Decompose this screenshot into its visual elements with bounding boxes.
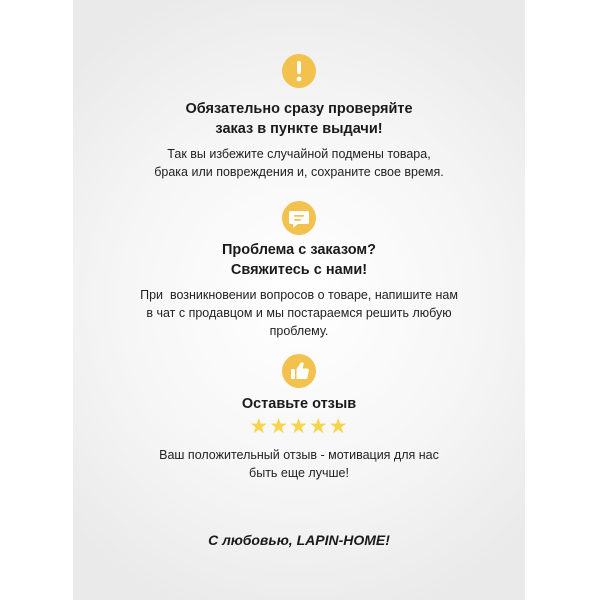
section-check-order	[73, 99, 525, 181]
star-icon: ★	[328, 415, 349, 438]
star-icon: ★	[308, 415, 329, 438]
signature: С любовью, LAPIN-HOME!	[208, 532, 390, 548]
info-card	[73, 0, 525, 600]
rating-stars	[73, 416, 525, 438]
star-icon: ★	[269, 415, 290, 438]
star-icon: ★	[289, 415, 309, 438]
contact-us-heading-line-2: Свяжитесь с нами!	[230, 262, 368, 278]
check-order-heading	[73, 99, 525, 139]
check-order-heading-line-1: Обязательно сразу проверяйте	[185, 101, 413, 117]
signature-block	[73, 531, 525, 549]
thumbs-up-icon	[282, 354, 316, 388]
review-text-line-1: Ваш положительный отзыв - мотивация для нас	[159, 448, 439, 462]
section-leave-review	[73, 394, 525, 414]
check-order-text-line-1: Так вы избежите случайной подмены товара,	[167, 147, 431, 161]
review-text-line-2: быть еще лучше!	[249, 466, 349, 480]
contact-us-text	[73, 286, 525, 340]
exclamation-icon	[282, 54, 316, 88]
contact-us-text-line-2: в чат с продавцом и мы постараемся решить любую	[146, 306, 452, 320]
leave-review-heading: Оставьте отзыв	[241, 396, 357, 412]
chat-bubble-icon	[282, 201, 316, 235]
section-contact-us	[73, 240, 525, 340]
contact-us-text-line-3: проблему.	[269, 324, 329, 338]
review-text	[73, 446, 525, 482]
check-order-text	[73, 145, 525, 181]
check-order-text-line-2: брака или повреждения и, сохраните свое время.	[154, 165, 444, 179]
contact-us-heading-line-1: Проблема с заказом?	[221, 242, 377, 258]
contact-us-text-line-1: При возникновении вопросов о товаре, напишите нам	[140, 288, 458, 302]
check-order-heading-line-2: заказ в пункте выдачи!	[215, 121, 383, 137]
contact-us-heading	[73, 240, 525, 280]
star-icon: ★	[249, 415, 270, 438]
section-review-text	[73, 446, 525, 482]
